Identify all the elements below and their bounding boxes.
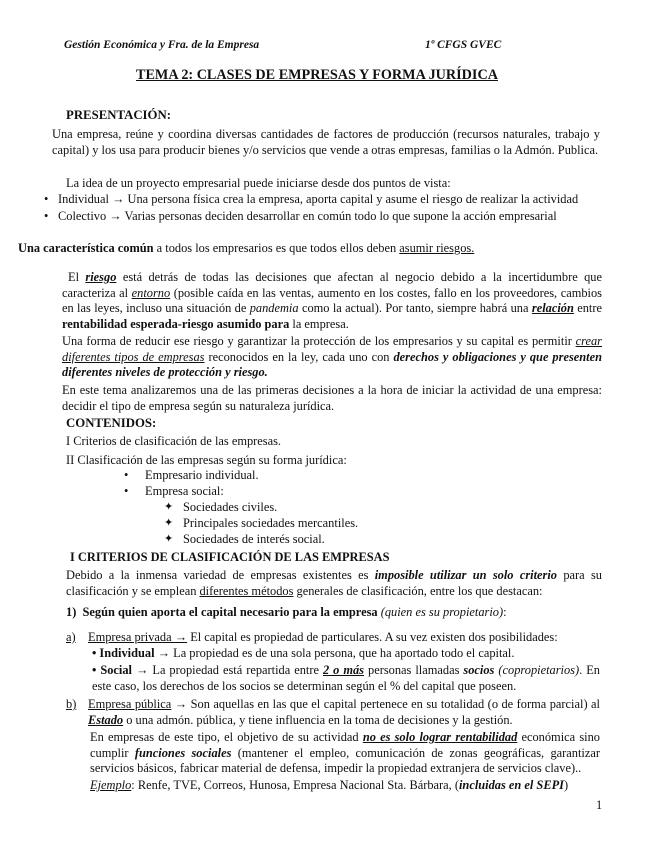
section-number: 1) bbox=[66, 605, 77, 619]
contenidos-heading: CONTENIDOS: bbox=[66, 416, 157, 430]
text-run: En empresas de este tipo, el objetivo de su actividad bbox=[90, 730, 363, 744]
text-run: para su clasificación y se emplean bbox=[66, 568, 602, 598]
text-run: económica sino cumplir bbox=[90, 730, 600, 760]
text-run: está detrás de todas las decisiones que afectan al negocio debido a la incertidumbre que caracteriza al bbox=[62, 270, 602, 300]
text-run: ) bbox=[563, 778, 569, 792]
text-run: la empresa. bbox=[289, 316, 349, 331]
star-icon: ✦ bbox=[164, 501, 174, 513]
term-entorno: entorno bbox=[131, 285, 171, 300]
presentacion-heading: PRESENTACIÓN: bbox=[66, 108, 171, 122]
text-run: : Renfe, TVE, Correos, Hunosa, Empresa Nacional Sta. Bárbara, ( bbox=[131, 778, 459, 792]
publica-paragraph bbox=[88, 697, 600, 728]
contenidos-subsub-3: Sociedades de interés social. bbox=[183, 532, 325, 546]
star-icon: ✦ bbox=[164, 533, 174, 545]
term-derechos: derechos y obligaciones y que presenten diferentes niveles de protección y riesgo. bbox=[62, 349, 602, 380]
page-number: 1 bbox=[596, 798, 603, 812]
term-diferentes-metodos: diferentes métodos bbox=[199, 583, 294, 598]
text-run: personas llamadas bbox=[364, 663, 464, 677]
contenidos-subsub-2: Principales sociedades mercantiles. bbox=[183, 516, 359, 530]
contenidos-item-1: I Criterios de clasificación de las empresas. bbox=[66, 434, 282, 448]
caracteristica-underlined: asumir riesgos. bbox=[399, 241, 475, 255]
header-right: 1º CFGS GVEC bbox=[425, 39, 502, 51]
proteccion-paragraph bbox=[62, 334, 602, 381]
contenidos-sub-2: Empresa social: bbox=[145, 484, 224, 498]
text-run: → La propiedad es de una sola persona, que ha aportado todo el capital. bbox=[154, 646, 515, 660]
text-run: o una admón. pública, y tiene influencia en la toma de decisiones y la gestión. bbox=[123, 712, 513, 727]
term-empresa-privada: Empresa privada → bbox=[88, 630, 188, 644]
bullet-glyph: • bbox=[124, 468, 129, 482]
section-title: Según quien aporta el capital necesario para la empresa bbox=[82, 605, 378, 619]
text-run: generales de clasificación, entre los que destacan: bbox=[293, 583, 543, 598]
presentacion-paragraph: Una empresa, reúne y coordina diversas cantidades de factores de producción (recursos naturales, trabajo y capital) y los usa para producir bienes y/o servicios que vende a otras empresas, familias o la Admón. Publica. bbox=[52, 127, 600, 157]
bullet-glyph: • bbox=[44, 209, 49, 223]
este-tema-paragraph: En este tema analizaremos una de las primeras decisiones a la hora de iniciar la actividad de una empresa: decidir el tipo de empresa según su naturaleza jurídica. bbox=[62, 383, 602, 413]
term-ejemplo: Ejemplo bbox=[90, 778, 132, 792]
label-a: a) bbox=[66, 630, 76, 644]
privada-individual bbox=[92, 646, 514, 662]
term-imposible: imposible utilizar un solo criterio bbox=[374, 568, 557, 582]
term-sepi: incluidas en el SEPI bbox=[458, 778, 564, 792]
term-estado: Estado bbox=[88, 712, 124, 727]
text-run: reconocidos en la ley, cada uno con bbox=[204, 349, 394, 364]
contenidos-item-2: II Clasificación de las empresas según su forma jurídica: bbox=[66, 453, 347, 467]
text-run: Debido a la inmensa variedad de empresas existentes es bbox=[66, 568, 375, 582]
caracteristica-text: a todos los empresarios es que todos ellos deben bbox=[153, 241, 400, 255]
term-2-o-mas: 2 o más bbox=[322, 663, 365, 677]
text-run: entre bbox=[573, 301, 603, 316]
privada-line bbox=[88, 630, 558, 646]
criterios-paragraph bbox=[66, 568, 602, 599]
term-social: • Social bbox=[92, 663, 132, 677]
criterios-heading: I CRITERIOS DE CLASIFICACIÓN DE LAS EMPRESAS bbox=[70, 550, 390, 564]
caracteristica-line bbox=[18, 241, 474, 257]
term-no-es-solo: no es solo lograr rentabilidad bbox=[362, 730, 518, 744]
text-run: : bbox=[503, 605, 507, 619]
text-run: Una forma de reducir ese riesgo y garantizar la protección de los empresarios y su capital es permitir bbox=[62, 334, 576, 348]
bullet-glyph: • bbox=[124, 484, 129, 498]
label-b: b) bbox=[66, 697, 77, 711]
term-copropietarios: (copropietarios) bbox=[498, 663, 580, 677]
riesgo-paragraph bbox=[62, 270, 602, 332]
text-run: como la actual). Por tanto, siempre habrá una bbox=[298, 301, 532, 316]
bullet-glyph: • bbox=[44, 192, 49, 206]
bullet-individual: Individual → Una persona física crea la empresa, aporta capital y asume el riesgo de realizar la actividad bbox=[58, 192, 579, 206]
contenidos-sub-1: Empresario individual. bbox=[145, 468, 259, 482]
contenidos-subsub-1: Sociedades civiles. bbox=[183, 500, 278, 514]
text-run: → Son aquellas en las que el capital pertenece en su totalidad (o de forma parcial) al bbox=[171, 697, 600, 711]
seccion-1-heading bbox=[66, 605, 507, 621]
text-run: (posible caída en las ventas, aumento en los costes, fallo en los proveedores, cambios en las leyes, incluso una situación de bbox=[62, 285, 602, 316]
text-run: El bbox=[68, 270, 86, 284]
star-icon: ✦ bbox=[164, 517, 174, 529]
text-run: . En este caso, los derechos de los socios se determinan según el % del capital que poseen. bbox=[92, 663, 600, 693]
term-crear: crear diferentes tipos de empresas bbox=[62, 334, 602, 364]
presentacion-paragraph-2: La idea de un proyecto empresarial puede iniciarse desde dos puntos de vista: bbox=[66, 176, 451, 190]
term-rentabilidad: rentabilidad esperada-riesgo asumido para bbox=[62, 316, 290, 331]
term-riesgo: riesgo bbox=[85, 270, 117, 284]
page-title: TEMA 2: CLASES DE EMPRESAS Y FORMA JURÍDICA bbox=[136, 67, 498, 83]
caracteristica-bold: Una característica común bbox=[18, 241, 154, 255]
text-run: El capital es propiedad de particulares. A su vez existen dos posibilidades: bbox=[187, 630, 558, 644]
text-run: → La propiedad está repartida entre bbox=[132, 663, 323, 677]
term-individual: • Individual bbox=[92, 646, 155, 660]
term-pandemia: pandemia bbox=[249, 301, 299, 316]
section-subtitle: (quien es su propietario) bbox=[377, 605, 504, 619]
term-relacion: relación bbox=[531, 301, 574, 316]
header-left: Gestión Económica y Fra. de la Empresa bbox=[64, 39, 260, 51]
term-empresa-publica: Empresa pública bbox=[88, 697, 172, 711]
privada-social bbox=[92, 663, 600, 694]
term-funciones-sociales: funciones sociales bbox=[134, 745, 232, 760]
text-run: (mantener el empleo, comunicación de zonas geográficas, garantizar servicios básicos, fabricar material de defensa, impedir la propiedad extranjera de servicios clave).. bbox=[90, 745, 601, 776]
publica-ejemplo bbox=[90, 778, 568, 794]
term-socios: socios bbox=[463, 663, 495, 677]
bullet-colectivo: Colectivo → Varias personas deciden desarrollar en común todo lo que supone la acción empresarial bbox=[58, 209, 557, 223]
publica-objetivo-paragraph bbox=[90, 730, 600, 777]
